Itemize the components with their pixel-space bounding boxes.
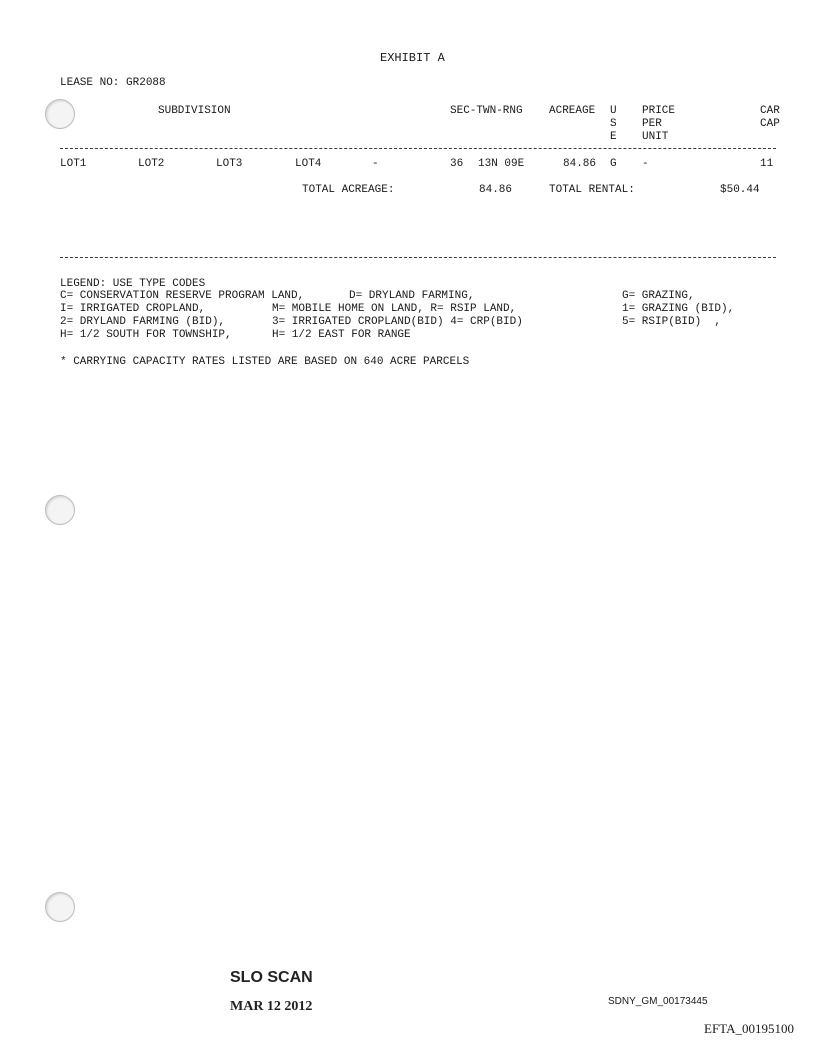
efta-number: EFTA_00195100 (704, 1021, 794, 1036)
punch-hole-top (45, 99, 75, 129)
lease-number: LEASE NO: GR2088 (60, 77, 166, 89)
scan-stamp-date: MAR 12 2012 (230, 999, 313, 1014)
legend-item: C= CONSERVATION RESERVE PROGRAM LAND, (60, 290, 305, 302)
row-price: - (642, 158, 649, 170)
row-acreage: 84.86 (563, 158, 597, 170)
punch-hole-middle (45, 495, 75, 525)
row-lot-4: LOT4 (295, 158, 322, 170)
row-lot-1: LOT1 (60, 158, 87, 170)
row-sec: 36 (450, 158, 464, 170)
header-price-1: PRICE (642, 105, 676, 117)
row-lot-5: - (372, 158, 379, 170)
header-subdivision: SUBDIVISION (158, 105, 231, 117)
legend-item: 1= GRAZING (BID), (622, 303, 735, 315)
section-divider (60, 257, 776, 258)
legend-item: G= GRAZING, (622, 290, 695, 302)
row-lot-2: LOT2 (138, 158, 165, 170)
header-use-3: E (610, 131, 617, 143)
row-twn-rng: 13N 09E (478, 158, 525, 170)
total-acreage-label: TOTAL ACREAGE: (302, 184, 395, 196)
legend-item: H= 1/2 EAST FOR RANGE (272, 329, 411, 341)
legend-item: 3= IRRIGATED CROPLAND(BID) 4= CRP(BID) (272, 316, 523, 328)
legend-item: 5= RSIP(BID) , (622, 316, 722, 328)
legend-item: H= 1/2 SOUTH FOR TOWNSHIP, (60, 329, 232, 341)
total-acreage-value: 84.86 (479, 184, 513, 196)
row-lot-3: LOT3 (216, 158, 243, 170)
scan-stamp-label: SLO SCAN (230, 969, 313, 986)
header-carcap-2: CAP (760, 118, 780, 130)
header-acreage: ACREAGE (549, 105, 596, 117)
legend-title: LEGEND: USE TYPE CODES (60, 278, 206, 290)
row-use: G (610, 158, 617, 170)
carrying-capacity-note: * CARRYING CAPACITY RATES LISTED ARE BASED ON 640 ACRE PARCELS (60, 356, 470, 368)
legend-item: I= IRRIGATED CROPLAND, (60, 303, 206, 315)
total-rental-value: $50.44 (720, 184, 760, 196)
row-carcap: 11 (760, 158, 774, 170)
header-price-3: UNIT (642, 131, 669, 143)
header-divider (60, 148, 776, 149)
total-rental-label: TOTAL RENTAL: (549, 184, 635, 196)
legend-item: 2= DRYLAND FARMING (BID), (60, 316, 226, 328)
header-use-2: S (610, 118, 617, 130)
header-carcap-1: CAR (760, 105, 780, 117)
header-price-2: PER (642, 118, 662, 130)
header-use-1: U (610, 105, 617, 117)
legend-item: M= MOBILE HOME ON LAND, R= RSIP LAND, (272, 303, 517, 315)
punch-hole-bottom (45, 892, 75, 922)
header-sec-twn-rng: SEC-TWN-RNG (450, 105, 523, 117)
page-title: EXHIBIT A (380, 51, 445, 65)
bates-number: SDNY_GM_00173445 (608, 996, 708, 1007)
legend-item: D= DRYLAND FARMING, (349, 290, 475, 302)
